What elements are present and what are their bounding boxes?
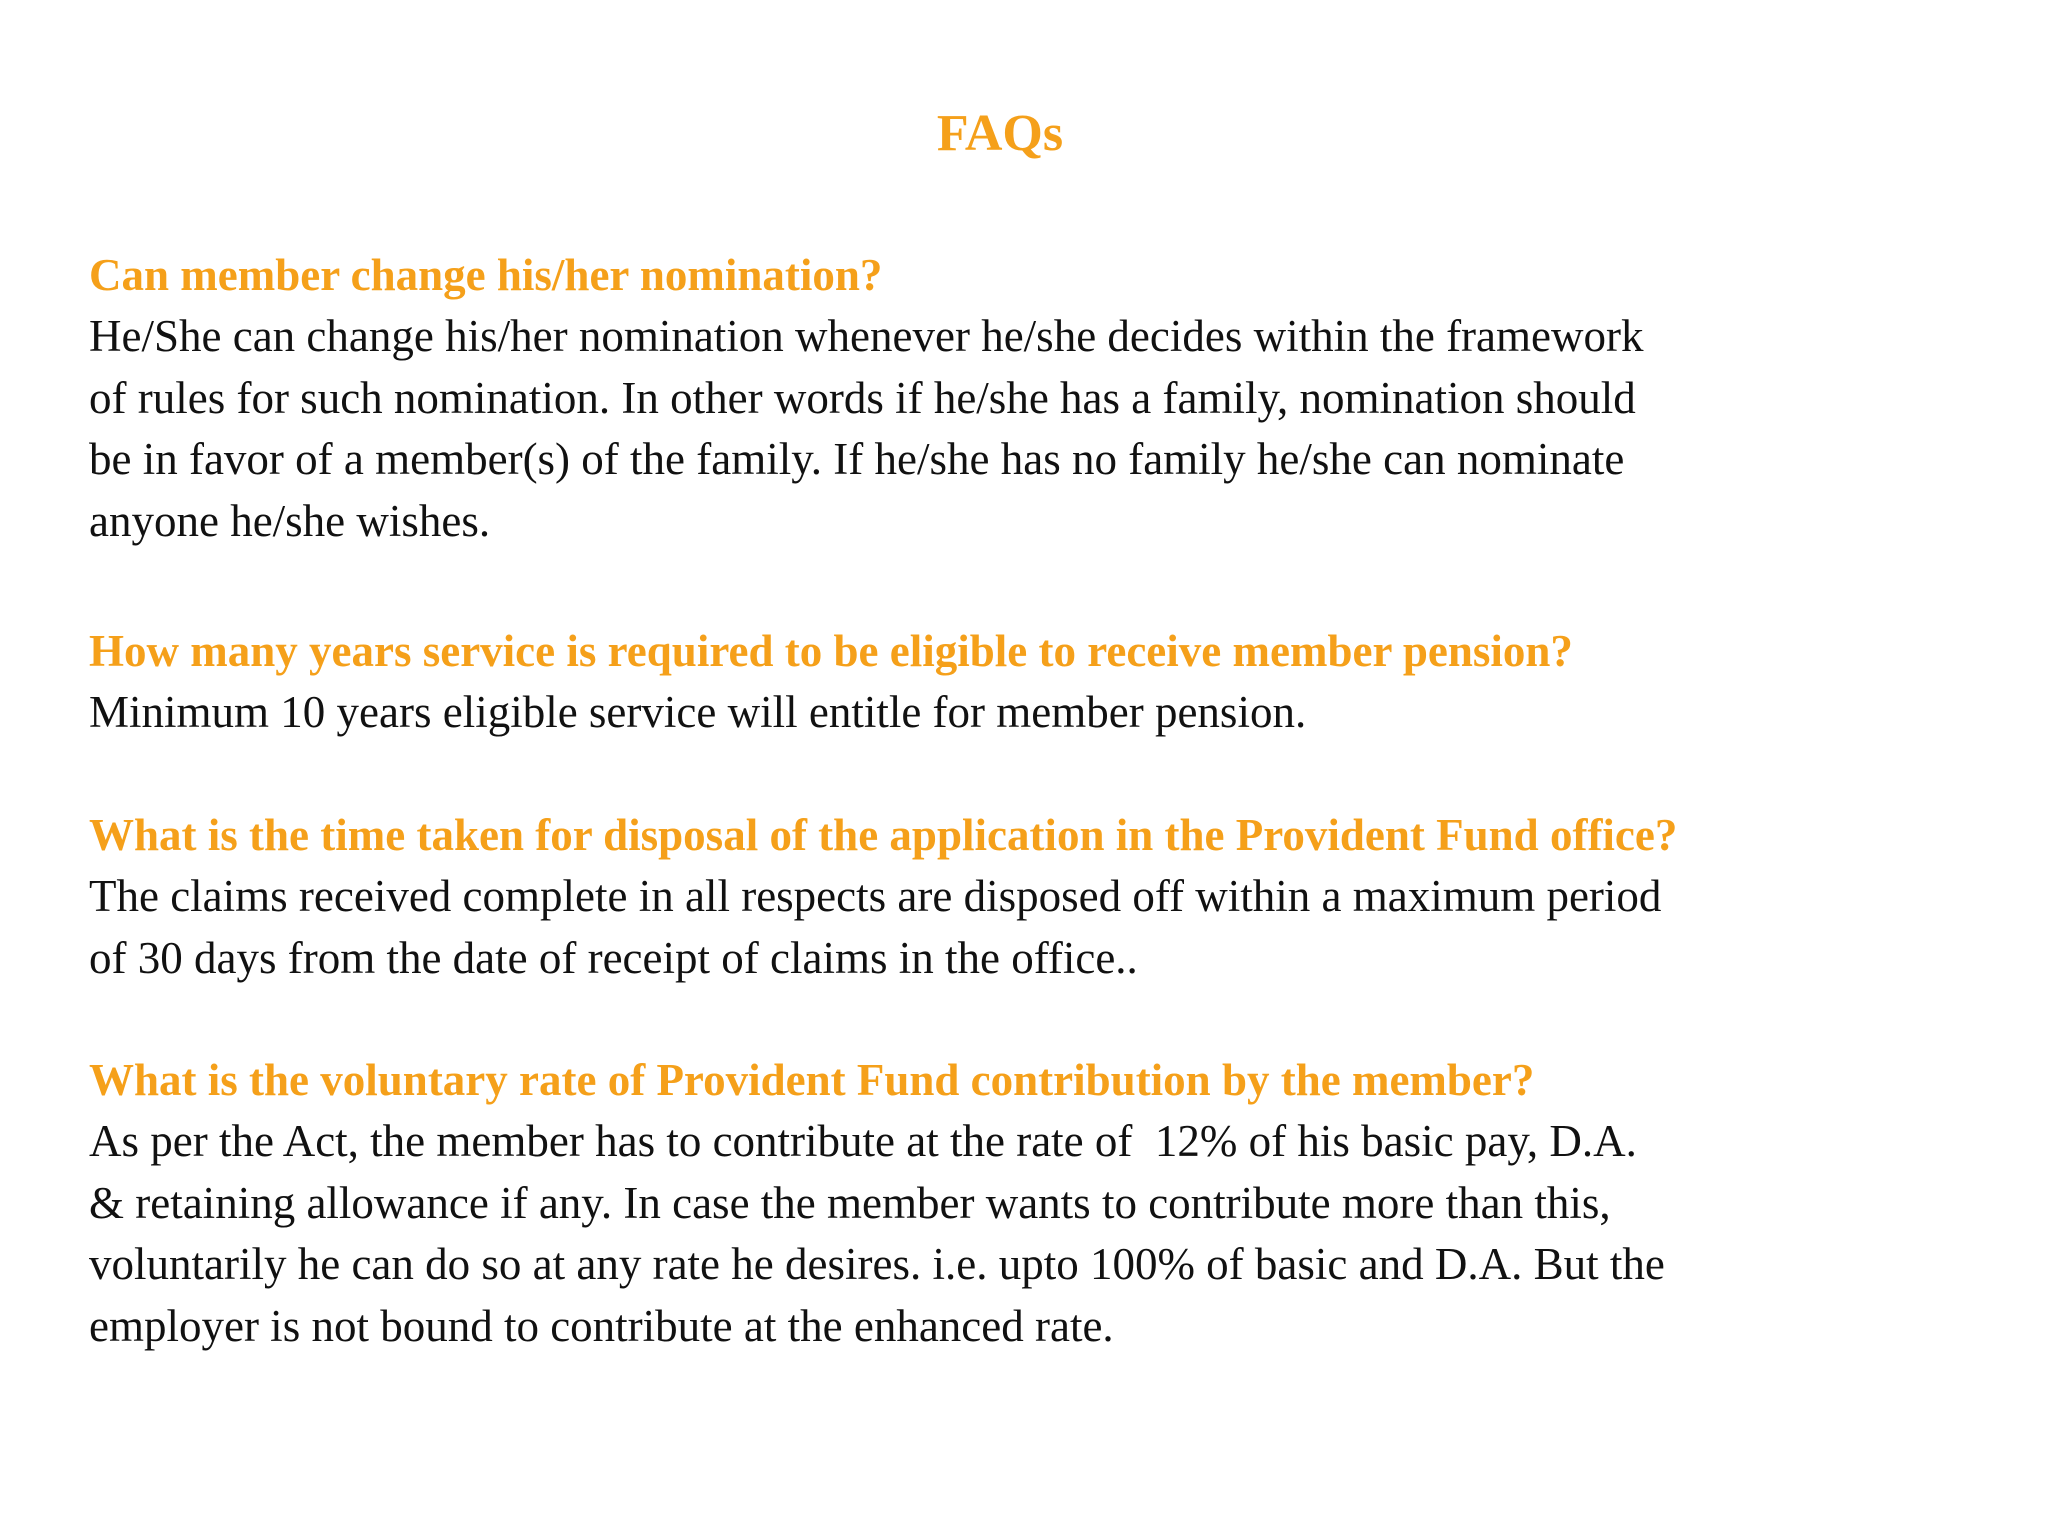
faq-question: Can member change his/her nomination? <box>89 250 883 300</box>
faq-answer-line: The claims received complete in all respects are disposed off within a maximum period <box>89 871 1662 921</box>
page-title: FAQs <box>936 105 1064 162</box>
faq-answer <box>89 682 1989 744</box>
faq-answer-line: voluntarily he can do so at any rate he desires. i.e. upto 100% of basic and D.A. But the <box>89 1239 1665 1289</box>
faq-answer-line: As per the Act, the member has to contribute at the rate of 12% of his basic pay, D.A. <box>89 1116 1637 1166</box>
faq-answer <box>89 1111 1989 1357</box>
faq-item-nomination <box>89 244 1989 552</box>
faq-question: What is the time taken for disposal of the application in the Provident Fund office? <box>89 810 1678 860</box>
faq-question: What is the voluntary rate of Provident Fund contribution by the member? <box>89 1055 1535 1105</box>
faq-answer <box>89 866 1989 989</box>
faq-item-voluntary-rate <box>89 1049 1989 1357</box>
faq-answer-line: Minimum 10 years eligible service will entitle for member pension. <box>89 687 1307 737</box>
faq-answer-line: He/She can change his/her nomination whenever he/she decides within the framework <box>89 311 1644 361</box>
faq-answer-line: of rules for such nomination. In other words if he/she has a family, nomination should <box>89 372 1636 423</box>
faq-item-pension-eligibility <box>89 620 1989 744</box>
faq-answer-line: employer is not bound to contribute at the enhanced rate. <box>89 1300 1114 1351</box>
faq-answer-line: anyone he/she wishes. <box>89 495 491 546</box>
faq-answer <box>89 306 1989 552</box>
faq-item-disposal-time <box>89 804 1989 989</box>
faq-answer-line: be in favor of a member(s) of the family. If he/she has no family he/she can nominate <box>89 434 1625 484</box>
faq-answer-line: of 30 days from the date of receipt of claims in the office.. <box>89 932 1138 983</box>
faq-answer-line: & retaining allowance if any. In case the member wants to contribute more than this, <box>89 1177 1611 1228</box>
faq-question: How many years service is required to be eligible to receive member pension? <box>89 626 1573 676</box>
